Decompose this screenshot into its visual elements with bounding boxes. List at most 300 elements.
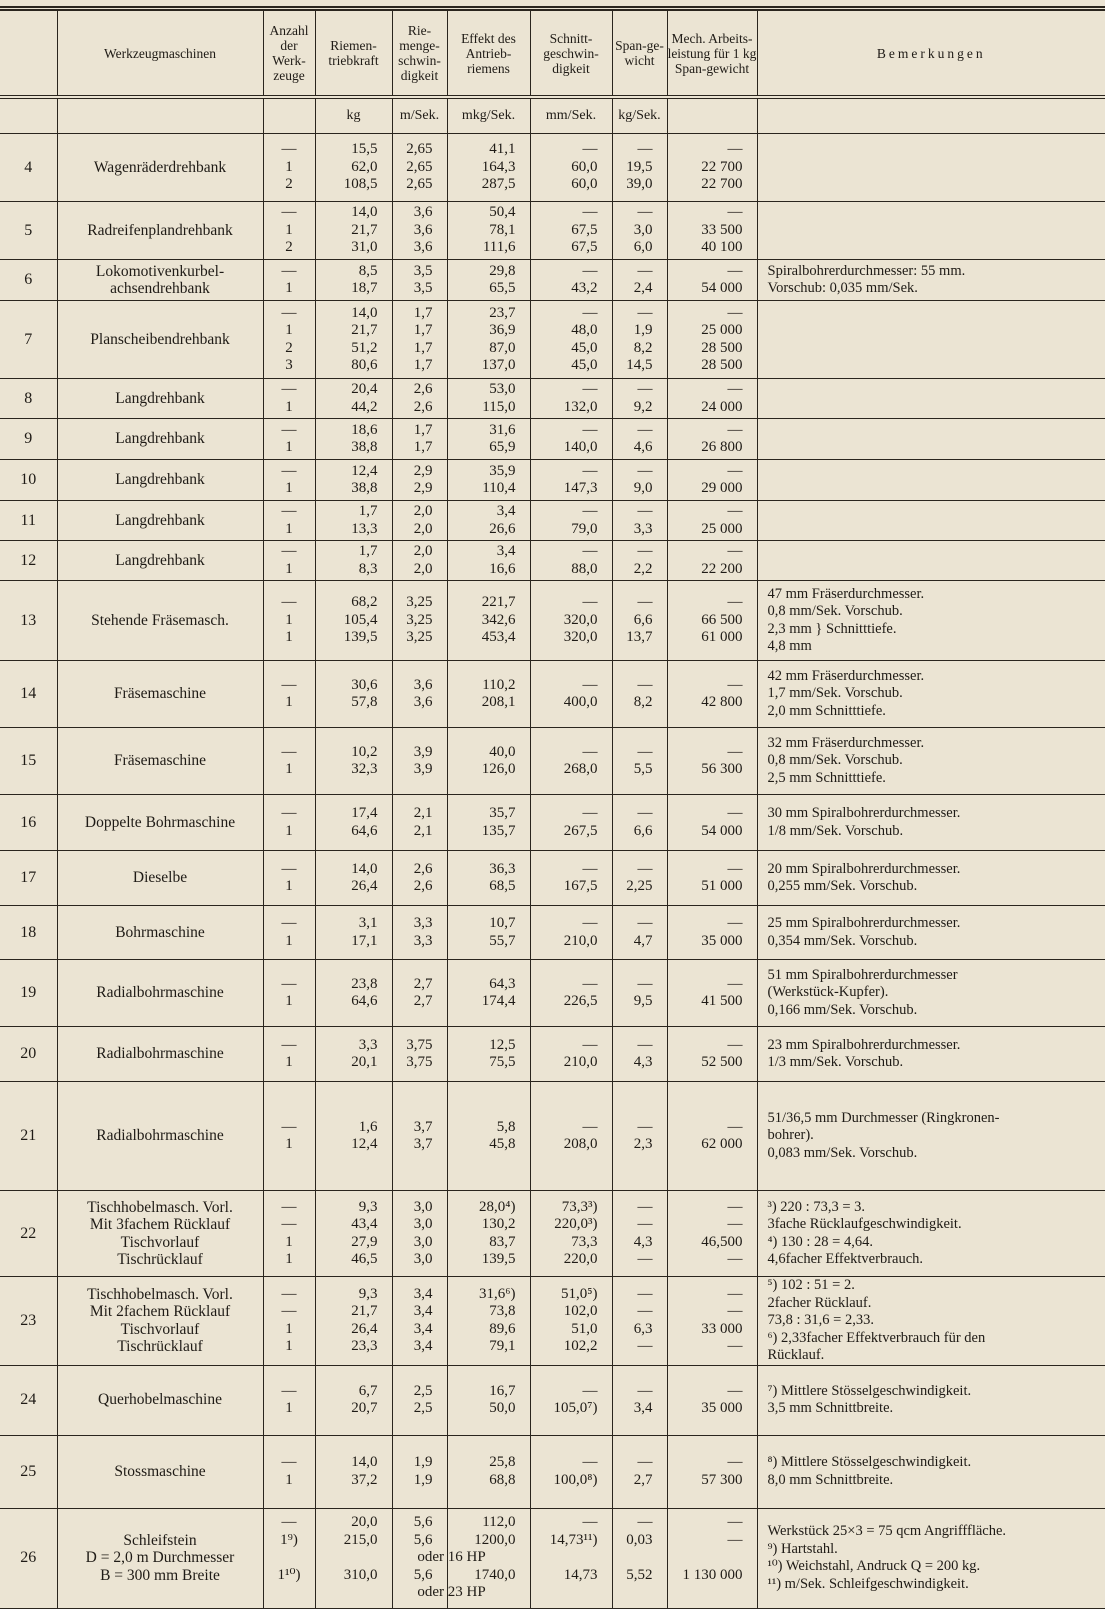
count-line: — <box>264 1119 315 1137</box>
force-line <box>316 1549 378 1567</box>
chip-line: 8,2 <box>613 340 653 358</box>
cut-line: 267,5 <box>531 823 598 841</box>
count-line: 1 <box>264 280 315 298</box>
cell-force <box>315 1365 392 1435</box>
speed-line: 3,0 <box>393 1216 433 1234</box>
cut-line: — <box>531 141 598 159</box>
cell-remarks <box>757 1082 1105 1191</box>
force-line: 62,0 <box>316 159 378 177</box>
work-line: 33 000 <box>668 1321 743 1339</box>
cell-count <box>263 1082 315 1191</box>
work-line: — <box>668 594 743 612</box>
cell-num <box>0 795 57 851</box>
force-line: 18,7 <box>316 280 378 298</box>
effect-line: 41,1 <box>448 141 516 159</box>
cut-line: — <box>531 805 598 823</box>
effect-line: 45,8 <box>448 1136 516 1154</box>
count-line: 1 <box>264 1400 315 1418</box>
cut-line: 210,0 <box>531 933 598 951</box>
num-line: 25 <box>0 1463 57 1481</box>
count-line: — <box>264 381 315 399</box>
force-line: 10,2 <box>316 744 378 762</box>
header-chip-weight: Span-ge-wicht <box>612 9 667 98</box>
cell-count <box>263 851 315 906</box>
name-line: Langdrehbank <box>58 430 263 448</box>
cell-cut <box>530 419 612 460</box>
name-line: Bohrmaschine <box>58 924 263 942</box>
cell-speed <box>392 301 447 379</box>
cell-force <box>315 1508 392 1608</box>
cell-count <box>263 1435 315 1508</box>
cell-count <box>263 541 315 581</box>
force-line: 310,0 <box>316 1567 378 1585</box>
cut-line: 105,0⁷) <box>531 1400 598 1418</box>
chip-line: 2,2 <box>613 561 653 579</box>
cut-line: — <box>531 1383 598 1401</box>
cell-effect <box>447 1027 530 1082</box>
chip-line: — <box>613 861 653 879</box>
num-line: 4 <box>0 159 57 177</box>
work-line: 51 000 <box>668 878 743 896</box>
chip-line: 3,3 <box>613 521 653 539</box>
force-line: 9,3 <box>316 1286 378 1304</box>
chip-line: 3,4 <box>613 1400 653 1418</box>
cell-effect <box>447 1082 530 1191</box>
effect-line: 31,6 <box>448 422 516 440</box>
cell-work <box>667 1365 757 1435</box>
remarks-line: ⁷) Mittlere Stösselgeschwindigkeit. <box>768 1383 1105 1401</box>
cell-chip <box>612 202 667 260</box>
speed-line: 1,7 <box>393 439 433 457</box>
remarks-line: 3fache Rücklaufgeschwindigkeit. <box>768 1216 1105 1234</box>
cell-name <box>57 541 263 581</box>
table-row-group <box>0 541 1105 581</box>
speed-line: 5,6 <box>393 1567 433 1585</box>
effect-line: 208,1 <box>448 694 516 712</box>
num-line: 5 <box>0 222 57 240</box>
count-line: — <box>264 1037 315 1055</box>
cell-effect <box>447 460 530 501</box>
cell-remarks <box>757 581 1105 661</box>
effect-line: 110,2 <box>448 677 516 695</box>
force-line: 105,4 <box>316 612 378 630</box>
cell-num <box>0 202 57 260</box>
cell-cut <box>530 379 612 419</box>
speed-line: 2,65 <box>393 176 433 194</box>
work-line: 61 000 <box>668 629 743 647</box>
effect-line: 164,3 <box>448 159 516 177</box>
cell-work <box>667 851 757 906</box>
cell-remarks <box>757 1027 1105 1082</box>
force-line: 14,0 <box>316 1454 378 1472</box>
effect-line: 1200,0 <box>448 1532 516 1550</box>
work-line: 25 000 <box>668 521 743 539</box>
speed-line: 3,0 <box>393 1251 433 1269</box>
cell-num <box>0 906 57 960</box>
remarks-line: 20 mm Spiralbohrerdurchmesser. <box>768 861 1105 879</box>
remarks-line: ⁸) Mittlere Stösselgeschwindigkeit. <box>768 1454 1105 1472</box>
remarks-line: 0,8 mm/Sek. Vorschub. <box>768 752 1105 770</box>
speed-line: 2,0 <box>393 543 433 561</box>
effect-line: oder 16 HP <box>388 1549 516 1567</box>
cut-line: 14,73¹¹) <box>531 1532 598 1550</box>
count-line: 1 <box>264 629 315 647</box>
cell-force <box>315 501 392 541</box>
work-line: — <box>668 263 743 281</box>
cell-work <box>667 301 757 379</box>
cell-remarks <box>757 661 1105 728</box>
name-line: Fräsemaschine <box>58 752 263 770</box>
cell-work <box>667 661 757 728</box>
count-line: — <box>264 263 315 281</box>
table-row-group <box>0 379 1105 419</box>
speed-line: 2,7 <box>393 993 433 1011</box>
count-line: — <box>264 141 315 159</box>
count-line: 1 <box>264 521 315 539</box>
effect-line: 3,4 <box>448 543 516 561</box>
cell-force <box>315 906 392 960</box>
speed-line: 1,7 <box>393 305 433 323</box>
count-line: — <box>264 422 315 440</box>
effect-line: 78,1 <box>448 222 516 240</box>
count-line: 1 <box>264 1472 315 1490</box>
cell-work <box>667 1191 757 1277</box>
speed-line: 2,9 <box>393 463 433 481</box>
chip-line: 4,3 <box>613 1234 653 1252</box>
cell-force <box>315 460 392 501</box>
force-line: 30,6 <box>316 677 378 695</box>
cell-speed <box>392 1277 447 1366</box>
cell-remarks <box>757 419 1105 460</box>
effect-line: 26,6 <box>448 521 516 539</box>
cell-effect <box>447 1508 530 1608</box>
effect-line: 29,8 <box>448 263 516 281</box>
cell-count <box>263 906 315 960</box>
speed-line: 2,0 <box>393 561 433 579</box>
cell-remarks <box>757 728 1105 795</box>
table-row-group <box>0 581 1105 661</box>
work-line: 54 000 <box>668 823 743 841</box>
header-number <box>0 9 57 98</box>
name-line: Tischhobelmasch. Vorl. <box>58 1199 263 1217</box>
name-line: Radreifenplandrehbank <box>58 222 263 240</box>
cell-name <box>57 960 263 1027</box>
force-line: 64,6 <box>316 993 378 1011</box>
count-line: 1 <box>264 823 315 841</box>
name-line: Tischhobelmasch. Vorl. <box>58 1286 263 1304</box>
effect-line: 12,5 <box>448 1037 516 1055</box>
work-line: 28 500 <box>668 340 743 358</box>
cut-line: 51,0⁵) <box>531 1286 598 1304</box>
cut-line: 140,0 <box>531 439 598 457</box>
chip-line: 19,5 <box>613 159 653 177</box>
cell-speed <box>392 1082 447 1191</box>
speed-line: 3,9 <box>393 761 433 779</box>
header-belt-effect: Effekt des Antrieb-riemens <box>447 9 530 98</box>
effect-line: 73,8 <box>448 1303 516 1321</box>
force-line: 12,4 <box>316 1136 378 1154</box>
chip-line: — <box>613 503 653 521</box>
chip-line: — <box>613 204 653 222</box>
remarks-line: bohrer). <box>768 1127 1105 1145</box>
work-line: 52 500 <box>668 1054 743 1072</box>
cell-force <box>315 260 392 301</box>
force-line: 20,7 <box>316 1400 378 1418</box>
work-line <box>668 1549 743 1567</box>
force-line: 14,0 <box>316 305 378 323</box>
name-line: Radialbohrmaschine <box>58 1127 263 1145</box>
cut-line: 132,0 <box>531 399 598 417</box>
cut-line: 48,0 <box>531 322 598 340</box>
cell-work <box>667 260 757 301</box>
effect-line: 35,7 <box>448 805 516 823</box>
cell-count <box>263 1365 315 1435</box>
count-line: — <box>264 1199 315 1217</box>
cell-speed <box>392 1435 447 1508</box>
work-line: 62 000 <box>668 1136 743 1154</box>
force-line: 108,5 <box>316 176 378 194</box>
cell-speed <box>392 541 447 581</box>
cell-effect <box>447 1191 530 1277</box>
chip-line: — <box>613 915 653 933</box>
machine-tool-table <box>0 6 1105 1609</box>
cell-force <box>315 795 392 851</box>
cell-chip <box>612 301 667 379</box>
effect-line: 53,0 <box>448 381 516 399</box>
chip-line: — <box>613 1119 653 1137</box>
cell-speed <box>392 1365 447 1435</box>
num-line: 14 <box>0 685 57 703</box>
header-row <box>0 9 1105 98</box>
speed-line: 3,6 <box>393 204 433 222</box>
cell-remarks <box>757 260 1105 301</box>
chip-line: — <box>613 1037 653 1055</box>
effect-line: 25,8 <box>448 1454 516 1472</box>
remarks-line: 0,354 mm/Sek. Vorschub. <box>768 933 1105 951</box>
effect-line: 50,4 <box>448 204 516 222</box>
cut-line: 220,0³) <box>531 1216 598 1234</box>
cell-num <box>0 851 57 906</box>
cell-remarks <box>757 501 1105 541</box>
cell-work <box>667 1277 757 1366</box>
count-line: 1 <box>264 439 315 457</box>
cell-name <box>57 379 263 419</box>
cell-cut <box>530 460 612 501</box>
name-line: Langdrehbank <box>58 390 263 408</box>
cell-work <box>667 1082 757 1191</box>
name-line: Fräsemaschine <box>58 685 263 703</box>
cell-count <box>263 795 315 851</box>
force-line: 8,3 <box>316 561 378 579</box>
cell-speed <box>392 728 447 795</box>
cell-effect <box>447 134 530 202</box>
chip-line: 9,2 <box>613 399 653 417</box>
cell-force <box>315 1277 392 1366</box>
num-line: 9 <box>0 430 57 448</box>
cell-num <box>0 134 57 202</box>
table-row-group <box>0 795 1105 851</box>
cell-chip <box>612 960 667 1027</box>
effect-line: 50,0 <box>448 1400 516 1418</box>
count-line: 1 <box>264 1136 315 1154</box>
speed-line: 1,9 <box>393 1454 433 1472</box>
cell-remarks <box>757 1191 1105 1277</box>
speed-line: 2,6 <box>393 399 433 417</box>
cut-line: 43,2 <box>531 280 598 298</box>
force-line: 38,8 <box>316 480 378 498</box>
cell-work <box>667 1435 757 1508</box>
speed-line: 3,3 <box>393 933 433 951</box>
remarks-line: 2,0 mm Schnitttiefe. <box>768 703 1105 721</box>
work-line: 1 130 000 <box>668 1567 743 1585</box>
cell-name <box>57 1435 263 1508</box>
count-line: 1 <box>264 612 315 630</box>
cell-speed <box>392 379 447 419</box>
speed-line: 3,4 <box>393 1303 433 1321</box>
cut-line: 73,3³) <box>531 1199 598 1217</box>
cut-line: 320,0 <box>531 629 598 647</box>
work-line: — <box>668 1303 743 1321</box>
chip-line: 3,0 <box>613 222 653 240</box>
effect-line: 3,4 <box>448 503 516 521</box>
speed-line: 3,4 <box>393 1286 433 1304</box>
chip-line: — <box>613 744 653 762</box>
effect-line: 110,4 <box>448 480 516 498</box>
cell-force <box>315 301 392 379</box>
cell-count <box>263 960 315 1027</box>
chip-line: 6,6 <box>613 823 653 841</box>
work-line: 35 000 <box>668 933 743 951</box>
name-line: Mit 2fachem Rücklauf <box>58 1303 263 1321</box>
chip-line: 9,5 <box>613 993 653 1011</box>
cell-effect <box>447 260 530 301</box>
remarks-line: 1,7 mm/Sek. Vorschub. <box>768 685 1105 703</box>
force-line: 20,1 <box>316 1054 378 1072</box>
cell-name <box>57 851 263 906</box>
force-line: 1,7 <box>316 503 378 521</box>
speed-line: 2,5 <box>393 1383 433 1401</box>
table-row-group <box>0 661 1105 728</box>
count-line: 1 <box>264 322 315 340</box>
cell-cut <box>530 906 612 960</box>
cell-speed <box>392 960 447 1027</box>
effect-line: 111,6 <box>448 239 516 257</box>
force-line: 68,2 <box>316 594 378 612</box>
effect-line: 287,5 <box>448 176 516 194</box>
effect-line: 40,0 <box>448 744 516 762</box>
cell-cut <box>530 202 612 260</box>
cut-line: 167,5 <box>531 878 598 896</box>
chip-line: 6,3 <box>613 1321 653 1339</box>
force-line: 43,4 <box>316 1216 378 1234</box>
unit-kg: kg <box>315 97 392 134</box>
work-line: — <box>668 381 743 399</box>
name-line: Mit 3fachem Rücklauf <box>58 1216 263 1234</box>
chip-line: 0,03 <box>613 1532 653 1550</box>
cell-remarks <box>757 460 1105 501</box>
cell-effect <box>447 581 530 661</box>
cell-cut <box>530 1082 612 1191</box>
cut-line: — <box>531 543 598 561</box>
num-line: 15 <box>0 752 57 770</box>
count-line: — <box>264 1303 315 1321</box>
cut-line: 45,0 <box>531 340 598 358</box>
cell-name <box>57 460 263 501</box>
speed-line: 2,7 <box>393 976 433 994</box>
cell-effect <box>447 1435 530 1508</box>
cell-work <box>667 906 757 960</box>
cell-work <box>667 795 757 851</box>
cell-name <box>57 581 263 661</box>
name-line: Langdrehbank <box>58 552 263 570</box>
speed-line: 3,25 <box>393 612 433 630</box>
cell-name <box>57 1082 263 1191</box>
num-line: 12 <box>0 552 57 570</box>
remarks-line: ⁴) 130 : 28 = 4,64. <box>768 1234 1105 1252</box>
work-line: — <box>668 805 743 823</box>
cell-name <box>57 661 263 728</box>
cell-count <box>263 419 315 460</box>
effect-line: 75,5 <box>448 1054 516 1072</box>
chip-line: — <box>613 805 653 823</box>
speed-line: 3,25 <box>393 594 433 612</box>
work-line: 41 500 <box>668 993 743 1011</box>
name-line: Stehende Fräsemasch. <box>58 612 263 630</box>
cell-remarks <box>757 795 1105 851</box>
chip-line: — <box>613 543 653 561</box>
cell-chip <box>612 1277 667 1366</box>
remarks-line: 8,0 mm Schnittbreite. <box>768 1472 1105 1490</box>
chip-line: 5,5 <box>613 761 653 779</box>
name-line: B = 300 mm Breite <box>58 1567 263 1585</box>
cell-effect <box>447 960 530 1027</box>
cell-force <box>315 661 392 728</box>
cell-num <box>0 1082 57 1191</box>
name-line: D = 2,0 m Durchmesser <box>58 1549 263 1567</box>
effect-line: 89,6 <box>448 1321 516 1339</box>
work-line: 42 800 <box>668 694 743 712</box>
work-line: 35 000 <box>668 1400 743 1418</box>
cell-work <box>667 960 757 1027</box>
count-line: — <box>264 915 315 933</box>
remarks-line: 1/3 mm/Sek. Vorschub. <box>768 1054 1105 1072</box>
chip-line: 2,25 <box>613 878 653 896</box>
count-line: 1⁹) <box>264 1532 315 1550</box>
cell-name <box>57 1191 263 1277</box>
remarks-line: 4,8 mm <box>768 638 1105 656</box>
effect-line: 55,7 <box>448 933 516 951</box>
cell-speed <box>392 795 447 851</box>
work-line: 54 000 <box>668 280 743 298</box>
effect-line: 35,9 <box>448 463 516 481</box>
chip-line: — <box>613 463 653 481</box>
cell-chip <box>612 460 667 501</box>
chip-line: 4,3 <box>613 1054 653 1072</box>
cell-speed <box>392 581 447 661</box>
speed-line: 2,1 <box>393 805 433 823</box>
cell-remarks <box>757 1508 1105 1608</box>
cell-speed <box>392 260 447 301</box>
cell-name <box>57 795 263 851</box>
force-line: 20,4 <box>316 381 378 399</box>
cell-chip <box>612 661 667 728</box>
effect-line: 130,2 <box>448 1216 516 1234</box>
cell-num <box>0 419 57 460</box>
name-line: Schleifstein <box>58 1532 263 1550</box>
work-line: — <box>668 1251 743 1269</box>
cell-effect <box>447 202 530 260</box>
remarks-line: 2facher Rücklauf. <box>768 1295 1105 1313</box>
